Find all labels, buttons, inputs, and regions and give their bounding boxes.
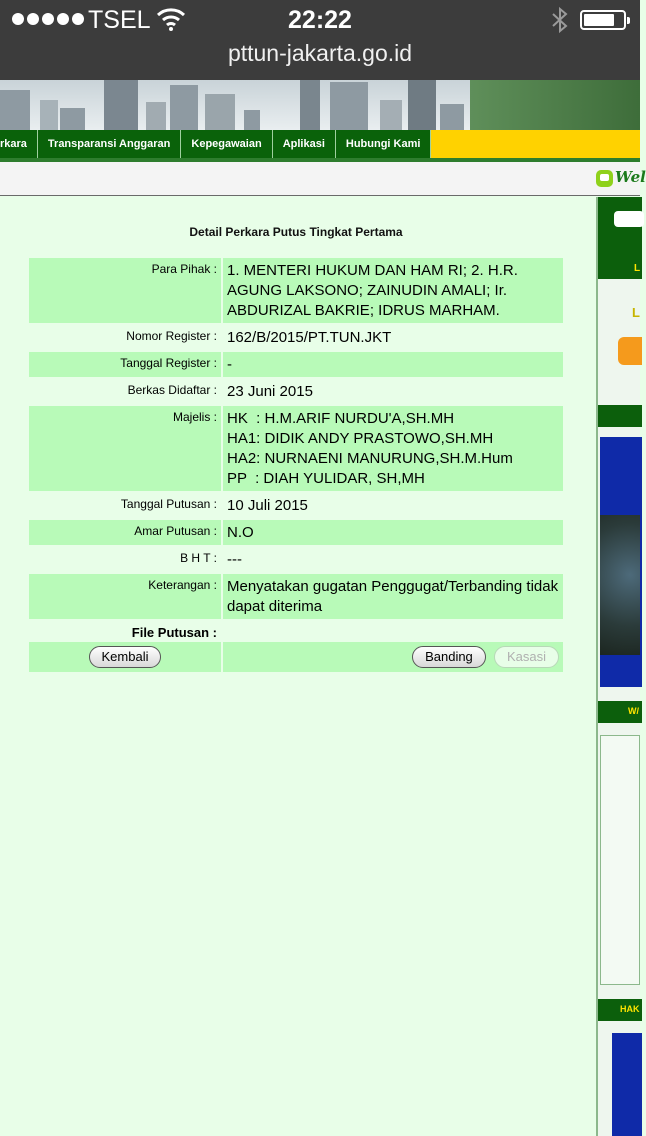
table-row bbox=[29, 621, 563, 640]
row-label: Majelis : bbox=[29, 406, 221, 491]
header-banner bbox=[0, 80, 640, 130]
bluetooth-icon bbox=[548, 6, 572, 34]
row-value: 1. MENTERI HUKUM DAN HAM RI; 2. H.R. AGUNG LAKSONO; ZAINUDIN AMALI; Ir. ABDURIZAL BAKRIE; IDRUS MARHAM. bbox=[223, 258, 563, 323]
page-title: Detail Perkara Putus Tingkat Pertama bbox=[189, 225, 403, 239]
welcome-marquee bbox=[0, 162, 646, 196]
row-value: 162/B/2015/PT.TUN.JKT bbox=[223, 325, 563, 350]
row-label: Nomor Register : bbox=[29, 325, 221, 350]
table-row bbox=[29, 406, 563, 491]
sidebar-banner-image[interactable] bbox=[612, 1033, 642, 1136]
button-cell bbox=[223, 642, 563, 672]
case-detail-table bbox=[27, 256, 565, 674]
table-row bbox=[29, 352, 563, 377]
sidebar-header-text: L bbox=[634, 263, 641, 274]
sidebar-header bbox=[598, 701, 642, 723]
row-value: 23 Juni 2015 bbox=[223, 379, 563, 404]
nav-item-kepegawaian[interactable]: Kepegawaian bbox=[181, 130, 272, 158]
row-value: --- bbox=[223, 547, 563, 572]
button-row bbox=[29, 642, 563, 672]
row-label: Keterangan : bbox=[29, 574, 221, 619]
table-row bbox=[29, 547, 563, 572]
table-row bbox=[29, 493, 563, 518]
table-row bbox=[29, 258, 563, 323]
row-value bbox=[223, 406, 563, 491]
table-row bbox=[29, 325, 563, 350]
sidebar-text: L bbox=[632, 305, 640, 320]
main-content bbox=[0, 197, 596, 1136]
row-label: Tanggal Putusan : bbox=[29, 493, 221, 518]
carrier-name: TSEL bbox=[88, 6, 151, 34]
right-sidebar bbox=[596, 197, 640, 1136]
row-label: B H T : bbox=[29, 547, 221, 572]
sidebar-photo bbox=[600, 515, 640, 655]
row-value: 10 Juli 2015 bbox=[223, 493, 563, 518]
sidebar-header-text: W/ bbox=[628, 706, 639, 716]
nav-item-transparansi-anggaran[interactable]: Transparansi Anggaran bbox=[38, 130, 181, 158]
status-bar bbox=[0, 0, 640, 40]
address-bar[interactable]: pttun-jakarta.go.id bbox=[227, 40, 413, 66]
row-label: Para Pihak : bbox=[29, 258, 221, 323]
welcome-text: Wel bbox=[615, 168, 646, 186]
back-button[interactable]: Kembali bbox=[89, 646, 162, 668]
table-row bbox=[29, 520, 563, 545]
row-value: - bbox=[223, 352, 563, 377]
row-value: N.O bbox=[223, 520, 563, 545]
nav-item-hubungi-kami[interactable]: Hubungi Kami bbox=[336, 130, 432, 158]
sidebar-header-text: HAK bbox=[620, 1004, 640, 1014]
nav-item-aplikasi[interactable]: Aplikasi bbox=[273, 130, 336, 158]
row-label: Berkas Didaftar : bbox=[29, 379, 221, 404]
button-cell bbox=[29, 642, 221, 672]
sidebar-search-input[interactable] bbox=[614, 211, 644, 227]
battery-icon bbox=[580, 10, 626, 30]
appeal-button[interactable]: Banding bbox=[412, 646, 486, 668]
sidebar-header bbox=[598, 259, 642, 279]
row-label: Tanggal Register : bbox=[29, 352, 221, 377]
row-value: Menyatakan gugatan Penggugat/Terbanding tidak dapat diterima bbox=[223, 574, 563, 619]
sidebar-widget-box bbox=[600, 735, 640, 985]
majelis-line: HK : H.M.ARIF NURDU'A,SH.MH bbox=[227, 410, 455, 427]
majelis-line: PP : DIAH YULIDAR, SH,MH bbox=[227, 470, 425, 487]
table-row bbox=[29, 379, 563, 404]
browser-chrome bbox=[0, 0, 640, 80]
row-label: File Putusan : bbox=[29, 621, 221, 640]
table-row bbox=[29, 574, 563, 619]
phone-icon[interactable] bbox=[618, 337, 642, 365]
cassation-button[interactable]: Kasasi bbox=[494, 646, 559, 668]
majelis-line: HA1: DIDIK ANDY PRASTOWO,SH.MH bbox=[227, 430, 494, 447]
nav-item-perkara[interactable]: rkara bbox=[0, 130, 38, 158]
main-nav bbox=[0, 130, 640, 158]
row-label: Amar Putusan : bbox=[29, 520, 221, 545]
majelis-line: HA2: NURNAENI MANURUNG,SH.M.Hum bbox=[227, 450, 513, 467]
clock: 22:22 bbox=[288, 6, 352, 34]
sidebar-search-box bbox=[598, 197, 642, 259]
sidebar-header bbox=[598, 405, 642, 427]
row-value bbox=[223, 621, 563, 640]
chat-icon bbox=[596, 170, 613, 187]
sidebar-header bbox=[598, 999, 642, 1021]
